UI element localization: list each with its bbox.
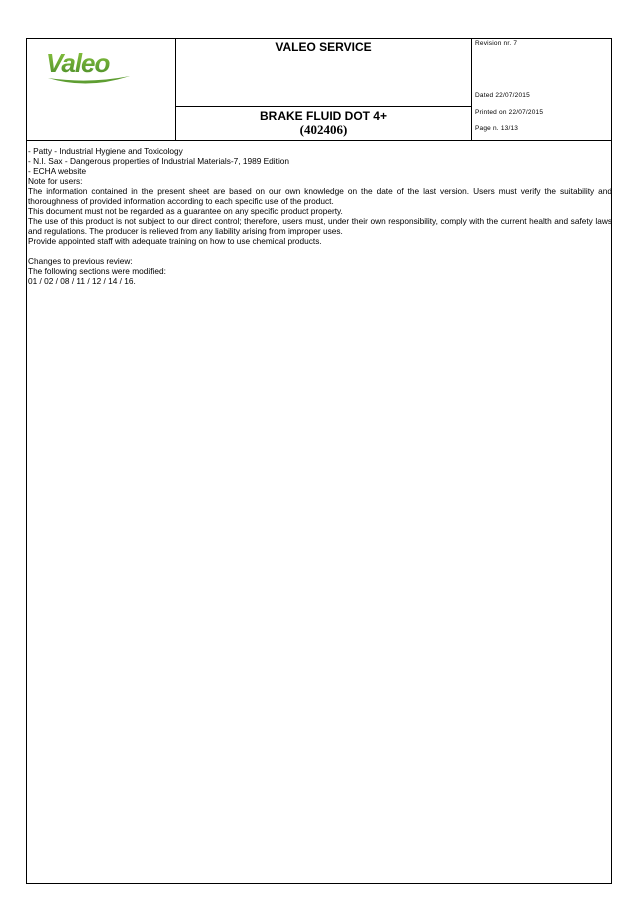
note-paragraph: This document must not be regarded as a guarantee on any specific product property. [28, 206, 343, 216]
svg-text:Valeo: Valeo [46, 48, 110, 78]
page-number: Page n. 13/13 [475, 125, 519, 132]
printed-on: Printed on 22/07/2015 [475, 109, 544, 116]
changes-list: 01 / 02 / 08 / 11 / 12 / 14 / 16. [28, 276, 136, 286]
dated: Dated 22/07/2015 [475, 92, 530, 99]
note-heading: Note for users: [28, 176, 83, 186]
header-row-line [175, 106, 471, 107]
product-code: (402406) [299, 122, 348, 137]
revision-number: Revision nr. 7 [475, 40, 518, 47]
product-name: BRAKE FLUID DOT 4+ [259, 109, 387, 123]
document-body [28, 146, 612, 286]
reference-item: - ECHA website [28, 166, 87, 176]
changes-heading: Changes to previous review: [28, 256, 133, 266]
valeo-logo [42, 46, 134, 90]
header-bottom-line [26, 140, 612, 141]
company-title: VALEO SERVICE [275, 40, 372, 54]
changes-intro: The following sections were modified: [28, 266, 166, 276]
reference-item: - N.I. Sax - Dangerous properties of Industrial Materials-7, 1989 Edition [28, 156, 290, 166]
header-divider-2 [471, 38, 472, 140]
note-paragraph: The use of this product is not subject to our direct control; therefore, users must, under their own responsibility, comply with the current health and safety laws and regulations. The producer is relieved from any liability arising from improper uses. [28, 216, 612, 236]
reference-item: - Patty - Industrial Hygiene and Toxicology [28, 146, 183, 156]
note-paragraph: Provide appointed staff with adequate training on how to use chemical products. [28, 236, 322, 246]
note-paragraph: The information contained in the present sheet are based on our own knowledge on the date of the last version. Users must verify the suitability and thoroughness of provided information according to each specific use of the product. [28, 186, 612, 206]
